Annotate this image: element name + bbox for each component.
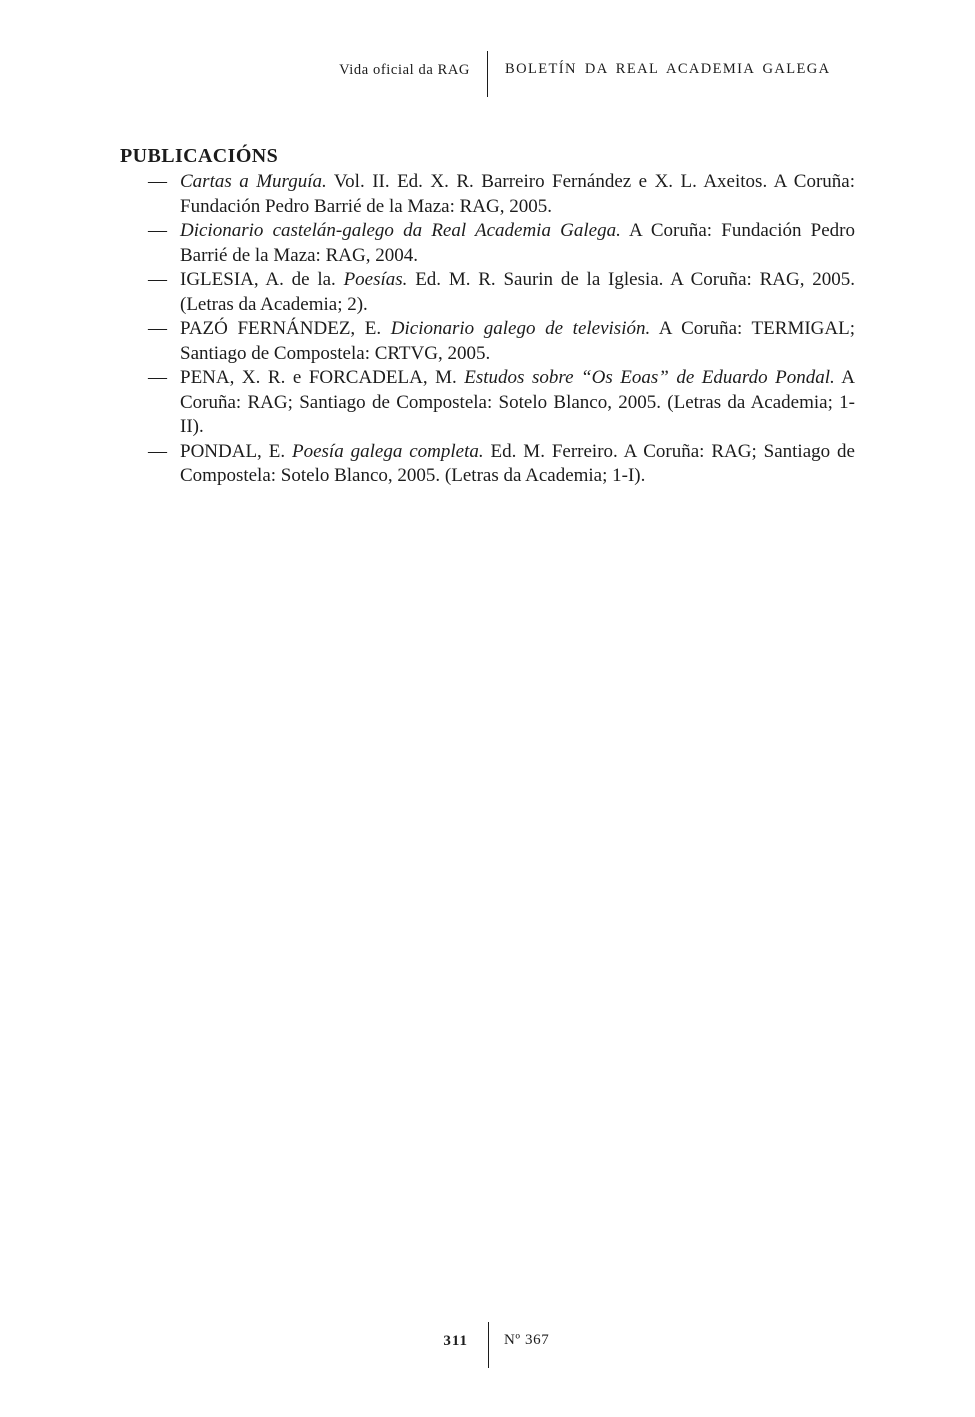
entry-tail-text: Ed. M. R. Saurin de la Iglesia. A Coruña: RAG, 2005. (Letras da Academia; 2). — [180, 269, 855, 315]
entry-italic-title: Poesía galega completa. — [291, 440, 484, 462]
entry-italic-title: Estudos sobre “Os Eoas” de Eduardo Pondal. — [464, 367, 835, 388]
header-divider — [487, 51, 488, 97]
list-dash-marker: — — [148, 318, 167, 339]
bibliography-entry — [148, 440, 855, 489]
entry-tail-text: A Coruña: TERMIGAL; Santiago de Compostela: CRTVG, 2005. — [180, 318, 855, 364]
list-dash-marker: — — [148, 269, 167, 290]
section-title: PUBLICACIÓNS — [120, 145, 279, 167]
entry-tail-text: Ed. M. Ferreiro. A Coruña: RAG; Santiago de Compostela: Sotelo Blanco, 2005. (Letras da Academia; 1-I). — [180, 440, 855, 486]
entry-italic-title: Dicionario castelán-galego da Real Academia Galega. — [180, 220, 621, 241]
list-dash-marker: — — [148, 367, 167, 388]
entry-tail-text: Vol. II. Ed. X. R. Barreiro Fernández e X. L. Axeitos. A Coruña: Fundación Pedro Barrié de la Maza: RAG, 2005. — [180, 171, 855, 217]
list-dash-marker: — — [148, 220, 167, 241]
entry-italic-title: Poesías. — [343, 269, 408, 290]
entry-lead-text: PONDAL, E. — [180, 440, 292, 462]
page-footer — [0, 1322, 975, 1368]
entry-italic-title: Cartas a Murguía. — [180, 171, 327, 192]
bibliography-entry — [148, 170, 855, 219]
footer-divider — [488, 1322, 489, 1368]
entry-tail-text: A Coruña: RAG; Santiago de Compostela: Sotelo Blanco, 2005. (Letras da Academia; 1-II). — [180, 367, 855, 437]
entry-lead-text: PENA, X. R. e FORCADELA, M. — [180, 367, 465, 388]
bibliography-entry — [148, 366, 855, 440]
list-dash-marker: — — [148, 171, 167, 192]
bibliography-entry — [148, 317, 855, 366]
bibliography-section — [120, 143, 855, 489]
entry-lead-text: PAZÓ FERNÁNDEZ, E. — [180, 318, 391, 339]
running-header — [0, 51, 975, 97]
bibliography-entry — [148, 219, 855, 268]
list-dash-marker: — — [148, 440, 167, 462]
header-section-label: Vida oficial da RAG — [339, 62, 470, 78]
page-number: 311 — [443, 1333, 468, 1349]
entry-tail-text: A Coruña: Fundación Pedro Barrié de la Maza: RAG, 2004. — [180, 220, 855, 266]
header-journal-title: BOLETÍN DA REAL ACADEMIA GALEGA — [505, 61, 831, 77]
issue-number: Nº 367 — [504, 1332, 550, 1348]
bibliography-entry — [148, 268, 855, 317]
entry-italic-title: Dicionario galego de televisión. — [390, 318, 651, 339]
entry-lead-text: IGLESIA, A. de la. — [180, 269, 344, 290]
